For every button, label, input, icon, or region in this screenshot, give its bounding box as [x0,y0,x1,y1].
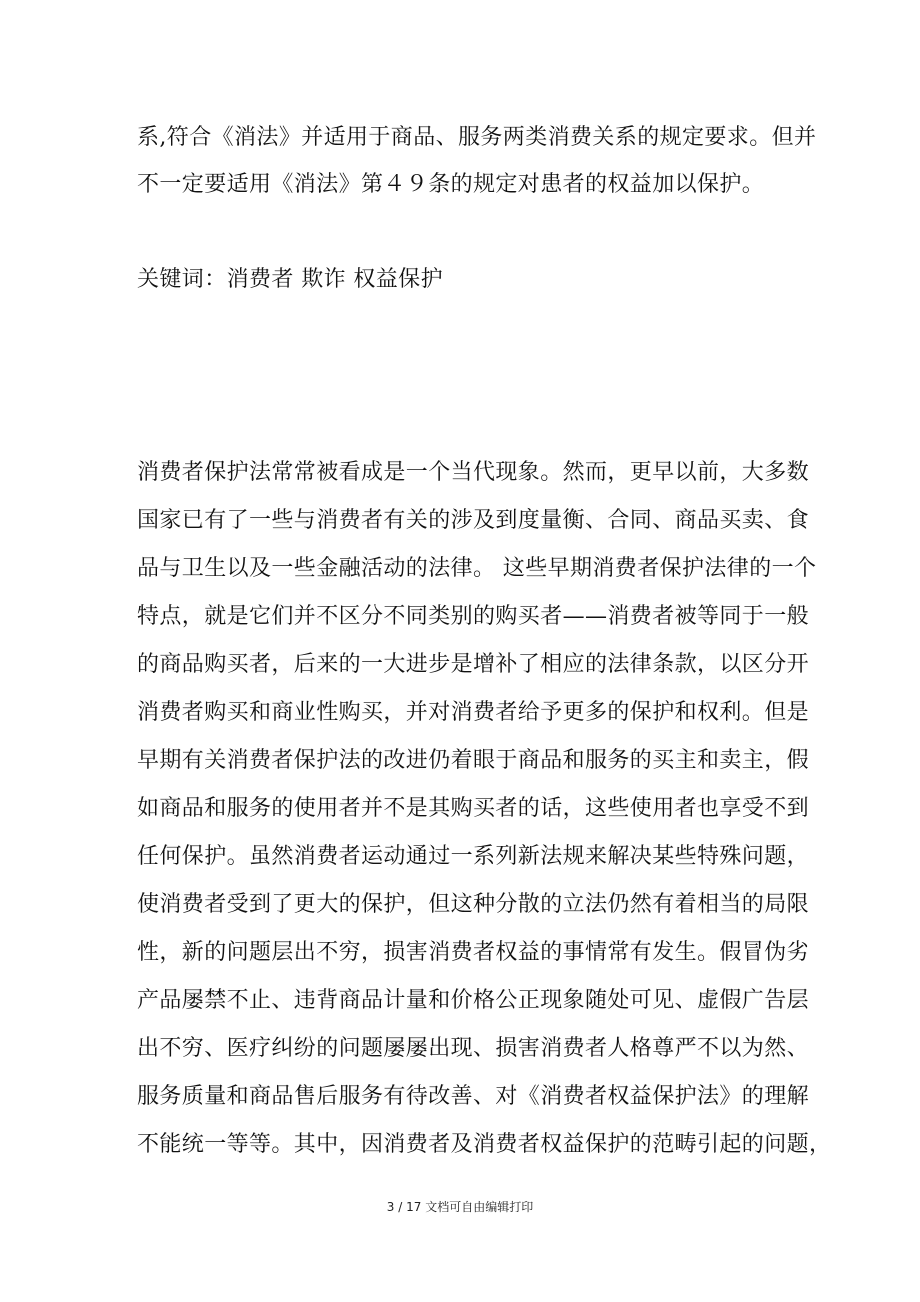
body-line-5: 的商品购买者，后来的一大进步是增补了相应的法律条款，以区分开 [137,652,810,677]
body-line-10: 使消费者受到了更大的保护，但这种分散的立法仍然有着相当的局限 [137,892,810,917]
keywords-line: 关键词：消费者 欺诈 权益保护 [137,267,443,292]
body-line-13: 出不穷、医疗纠纷的问题屡屡出现、损害消费者人格尊严不以为然、 [137,1036,810,1061]
body-line-12: 产品屡禁不止、违背商品计量和价格公正现象随处可见、虚假广告层 [137,988,810,1013]
body-line-7: 早期有关消费者保护法的改进仍着眼于商品和服务的买主和卖主，假 [137,748,810,773]
body-line-8: 如商品和服务的使用者并不是其购买者的话，这些使用者也享受不到 [137,796,810,821]
page-footer: 3 / 17 文档可自由编辑打印 [386,1200,534,1214]
body-line-6: 消费者购买和商业性购买，并对消费者给予更多的保护和权利。但是 [137,700,810,725]
body-line-1: 消费者保护法常常被看成是一个当代现象。然而，更早以前，大多数 [137,460,810,485]
body-line-15: 不能统一等等。其中，因消费者及消费者权益保护的范畴引起的问题， [137,1132,832,1157]
body-line-11: 性，新的问题层出不穷，损害消费者权益的事情常有发生。假冒伪劣 [137,940,810,965]
intro-line-1: 系,符合《消法》并适用于商品、服务两类消费关系的规定要求。但并 [137,125,817,150]
body-line-9: 任何保护。虽然消费者运动通过一系列新法规来解决某些特殊问题， [137,844,810,869]
intro-line-2: 不一定要适用《消法》第４９条的规定对患者的权益加以保护。 [137,172,765,197]
body-line-3: 品与卫生以及一些金融活动的法律。 这些早期消费者保护法律的一个 [137,556,817,581]
body-line-14: 服务质量和商品售后服务有待改善、对《消费者权益保护法》的理解 [137,1084,810,1109]
body-line-2: 国家已有了一些与消费者有关的涉及到度量衡、合同、商品买卖、食 [137,508,810,533]
body-line-4: 特点，就是它们并不区分不同类别的购买者——消费者被等同于一般 [137,604,810,629]
